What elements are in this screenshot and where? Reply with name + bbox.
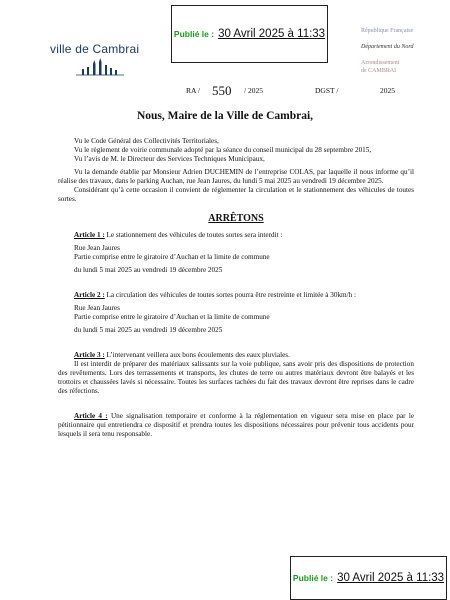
article-3-text: L’intervenant veillera aux bons écoulements des eaux pluviales. (106, 351, 290, 359)
article-2-portion: Partie comprise entre le giratoire d’Auchan et la limite de commune (74, 313, 270, 321)
article-1-period: du lundi 5 mai 2025 au vendredi 19 décembre 2025 (74, 266, 223, 274)
article-1-label: Article 1 : (74, 231, 105, 239)
ra-label: RA / (186, 86, 200, 95)
administrative-header (361, 27, 446, 75)
article-1 (58, 231, 414, 240)
republic-text: République Française (361, 28, 414, 34)
article-2 (58, 291, 414, 300)
article-3-label: Article 3 : (74, 351, 105, 359)
dgst-label: DGST / (315, 86, 339, 95)
article-1-text: Le stationnement des véhicules de toutes sortes sera interdit : (106, 231, 283, 239)
publication-date-bottom: 30 Avril 2025 à 11:33 (337, 572, 445, 584)
publication-stamp-top (171, 5, 328, 63)
page-title: Nous, Maire de la Ville de Cambrai, (136, 110, 314, 122)
ra-year: / 2025 (244, 86, 263, 95)
preamble-vu2: Vu le règlement de voirie communale adopté par la séance du conseil municipal du 28 septembre 2015, (74, 146, 372, 154)
article-4-text: Une signalisation temporaire et conforme à la réglementation en vigueur sera mise en place par le pétitionnaire qui entretiendra ce dispositif et prendra toutes les dispositions nécessaires pour prévenir tous accidents pour lesquels il sera tenu responsable. (58, 412, 415, 438)
article-3-text2: Il est interdit de préparer des matériaux salissants sur la voie publique, sans avoir pris des dispositions de protection des revêtements. Lors des terrassements et transports, les chutes de terre ou autres matériaux devront être balayés et les trottoirs et chaussées lavés si nécessaire. Toutes les surfaces tachées du fait des travaux devront être reprises dans le cadre des réfections. (58, 360, 414, 395)
publication-date: 30 Avril 2025 à 11:33 (218, 28, 326, 40)
document-body (58, 137, 414, 439)
publication-label-bottom: Publié le : (292, 573, 334, 583)
article-4 (58, 412, 414, 439)
ra-number: 550 (212, 83, 232, 98)
preamble-vu1: Vu le Code Général des Collectivités Territoriales, (74, 137, 219, 145)
preamble-vu3: Vu l’avis de M. le Directeur des Services Techniques Municipaux, (74, 155, 265, 163)
publication-label: Publié le : (173, 29, 215, 39)
logo-text: ville de Cambrai (50, 42, 140, 56)
article-2-street: Rue Jean Jaures (74, 304, 120, 312)
dgst-year: 2025 (380, 86, 395, 95)
article-4-label: Article 4 : (74, 412, 108, 420)
belfry-logo-icon (76, 58, 124, 78)
article-3 (58, 351, 414, 360)
arrondissement-line2: de CAMBRAI (361, 68, 397, 74)
city-logo (50, 42, 150, 56)
article-1-portion: Partie comprise entre le giratoire d’Auchan et la limite de commune (74, 253, 270, 261)
department-text: Département du Nord (361, 44, 414, 50)
article-1-street: Rue Jean Jaures (74, 244, 120, 252)
preamble-considerant: Considérant qu’à cette occasion il convient de réglementer la circulation et le stationnement des véhicules de toutes sortes. (58, 186, 414, 203)
arretons-heading: ARRÊTONS (208, 213, 264, 224)
arrondissement-line1: Arrondissement (361, 60, 400, 66)
article-2-period: du lundi 5 mai 2025 au vendredi 19 décembre 2025 (74, 326, 223, 334)
publication-stamp-bottom (290, 556, 447, 600)
article-2-label: Article 2 : (74, 291, 105, 299)
preamble-vu4: Vu la demande établie par Monsieur Adrien DUCHEMIN de l’entreprise COLAS, par laquelle il nous informe qu’il réalise des travaux, dans le parking Auchan, rue Jean Jaures, du lundi 5 mai 2025 au vendredi 19 décembre 2025. (58, 168, 414, 185)
article-2-text: La circulation des véhicules de toutes sortes pourra être restreinte et limitée à 30km/h : (106, 291, 357, 299)
